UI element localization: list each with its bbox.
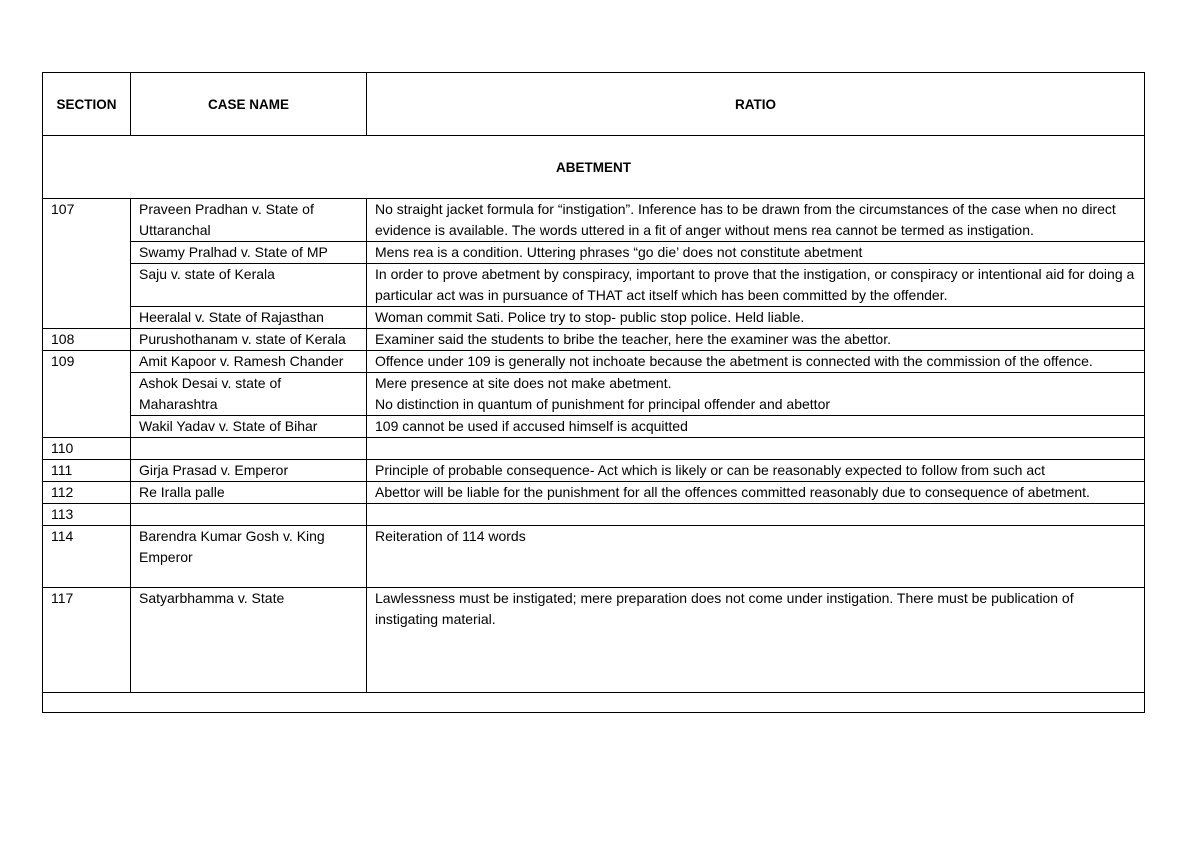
case-cell: Amit Kapoor v. Ramesh Chander bbox=[131, 351, 367, 373]
ratio-cell: No straight jacket formula for “instigation”. Inference has to be drawn from the circumstances of the case when no direct evidence is available. The words uttered in a fit of anger without mens rea cannot be termed as instigation. bbox=[367, 199, 1145, 242]
ratio-cell: Principle of probable consequence- Act which is likely or can be reasonably expected to follow from such act bbox=[367, 460, 1145, 482]
ratio-cell: Lawlessness must be instigated; mere preparation does not come under instigation. There must be publication of instigating material. bbox=[367, 588, 1145, 693]
ratio-line: Mere presence at site does not make abetment. bbox=[375, 375, 672, 391]
ratio-cell: Offence under 109 is generally not inchoate because the abetment is connected with the commission of the offence. bbox=[367, 351, 1145, 373]
table-row bbox=[43, 416, 1145, 438]
section-cell: 107 bbox=[43, 199, 131, 329]
case-cell: Heeralal v. State of Rajasthan bbox=[131, 307, 367, 329]
header-section: SECTION bbox=[43, 73, 131, 136]
case-cell: Purushothanam v. state of Kerala bbox=[131, 329, 367, 351]
section-cell: 110 bbox=[43, 438, 131, 460]
table-row bbox=[43, 438, 1145, 460]
header-case-name: CASE NAME bbox=[131, 73, 367, 136]
table-row bbox=[43, 264, 1145, 307]
ratio-cell bbox=[367, 504, 1145, 526]
table-row bbox=[43, 351, 1145, 373]
table-title: ABETMENT bbox=[43, 136, 1145, 199]
footer-cell bbox=[43, 693, 1145, 713]
section-cell: 109 bbox=[43, 351, 131, 438]
table-row bbox=[43, 588, 1145, 693]
ratio-cell: Woman commit Sati. Police try to stop- public stop police. Held liable. bbox=[367, 307, 1145, 329]
case-cell: Girja Prasad v. Emperor bbox=[131, 460, 367, 482]
section-cell: 117 bbox=[43, 588, 131, 693]
table-row bbox=[43, 329, 1145, 351]
case-cell bbox=[131, 504, 367, 526]
ratio-cell bbox=[367, 438, 1145, 460]
header-row bbox=[43, 73, 1145, 136]
table-row bbox=[43, 373, 1145, 416]
table-row bbox=[43, 460, 1145, 482]
section-cell: 114 bbox=[43, 526, 131, 588]
case-cell: Saju v. state of Kerala bbox=[131, 264, 367, 307]
ratio-cell: Abettor will be liable for the punishment for all the offences committed reasonably due to consequence of abetment. bbox=[367, 482, 1145, 504]
case-cell: Ashok Desai v. state of Maharashtra bbox=[131, 373, 367, 416]
case-cell: Barendra Kumar Gosh v. King Emperor bbox=[131, 526, 367, 588]
case-cell: Satyarbhamma v. State bbox=[131, 588, 367, 693]
ratio-cell: Examiner said the students to bribe the teacher, here the examiner was the abettor. bbox=[367, 329, 1145, 351]
section-cell: 108 bbox=[43, 329, 131, 351]
ratio-cell bbox=[367, 373, 1145, 416]
table-row bbox=[43, 307, 1145, 329]
section-cell: 112 bbox=[43, 482, 131, 504]
table-footer-row bbox=[43, 693, 1145, 713]
title-row bbox=[43, 136, 1145, 199]
table-row bbox=[43, 482, 1145, 504]
case-cell: Wakil Yadav v. State of Bihar bbox=[131, 416, 367, 438]
header-ratio: RATIO bbox=[367, 73, 1145, 136]
ratio-cell: Mens rea is a condition. Uttering phrases “go die’ does not constitute abetment bbox=[367, 242, 1145, 264]
table-row bbox=[43, 504, 1145, 526]
case-cell: Re Iralla palle bbox=[131, 482, 367, 504]
table-row bbox=[43, 242, 1145, 264]
ratio-cell: 109 cannot be used if accused himself is acquitted bbox=[367, 416, 1145, 438]
table-row bbox=[43, 526, 1145, 588]
section-cell: 113 bbox=[43, 504, 131, 526]
ratio-line: No distinction in quantum of punishment for principal offender and abettor bbox=[375, 396, 831, 412]
section-cell: 111 bbox=[43, 460, 131, 482]
ratio-cell: Reiteration of 114 words bbox=[367, 526, 1145, 588]
abetment-case-table bbox=[42, 72, 1145, 713]
case-cell bbox=[131, 438, 367, 460]
case-cell: Swamy Pralhad v. State of MP bbox=[131, 242, 367, 264]
table-row bbox=[43, 199, 1145, 242]
case-cell: Praveen Pradhan v. State of Uttaranchal bbox=[131, 199, 367, 242]
ratio-cell: In order to prove abetment by conspiracy, important to prove that the instigation, or conspiracy or intentional aid for doing a particular act was in pursuance of THAT act itself which has been committed by the offender. bbox=[367, 264, 1145, 307]
